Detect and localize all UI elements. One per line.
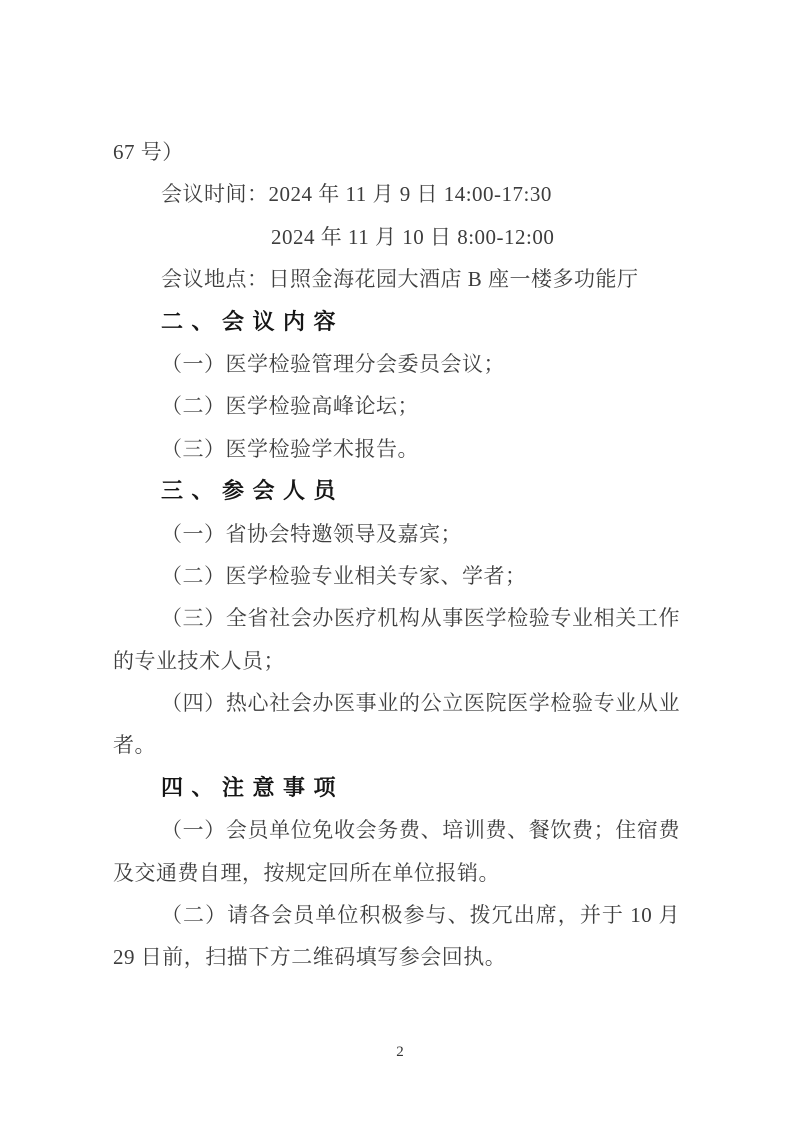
heading-meeting-content: 二、会议内容	[161, 308, 345, 334]
line-meeting-time-1: 会议时间：2024 年 11 月 9 日 14:00-17:30	[161, 182, 552, 207]
line-issue-number-tail: 67 号）	[113, 140, 184, 164]
item-note-2: （二）请各会员单位积极参与、拨冗出席，并于 10 月	[161, 903, 680, 928]
item-note-1: （一）会员单位免收会务费、培训费、餐饮费；住宿费	[161, 818, 680, 843]
heading-attendees: 三、参会人员	[161, 478, 345, 504]
line-meeting-time-2: 2024 年 11 月 10 日 8:00-12:00	[271, 224, 555, 249]
page-number: 2	[396, 1044, 404, 1060]
item-attendees-4: （四）热心社会办医事业的公立医院医学检验专业从业	[161, 691, 680, 716]
item-attendees-3: （三）全省社会办医疗机构从事医学检验专业相关工作	[161, 606, 680, 631]
item-attendees-1: （一）省协会特邀领导及嘉宾；	[161, 521, 462, 546]
item-content-2: （二）医学检验高峰论坛；	[161, 394, 419, 419]
item-attendees-2: （二）医学检验专业相关专家、学者；	[161, 563, 527, 588]
line-meeting-location: 会议地点：日照金海花园大酒店 B 座一楼多功能厅	[161, 267, 639, 292]
item-content-3: （三）医学检验学术报告。	[161, 436, 419, 461]
heading-notes: 四、注意事项	[161, 774, 345, 800]
item-attendees-4-continuation: 者。	[113, 733, 156, 758]
item-note-2-continuation: 29 日前，扫描下方二维码填写参会回执。	[113, 945, 507, 970]
item-note-1-continuation: 及交通费自理，按规定回所在单位报销。	[113, 860, 500, 885]
item-content-1: （一）医学检验管理分会委员会议；	[161, 351, 505, 376]
item-attendees-3-continuation: 的专业技术人员；	[113, 648, 285, 673]
